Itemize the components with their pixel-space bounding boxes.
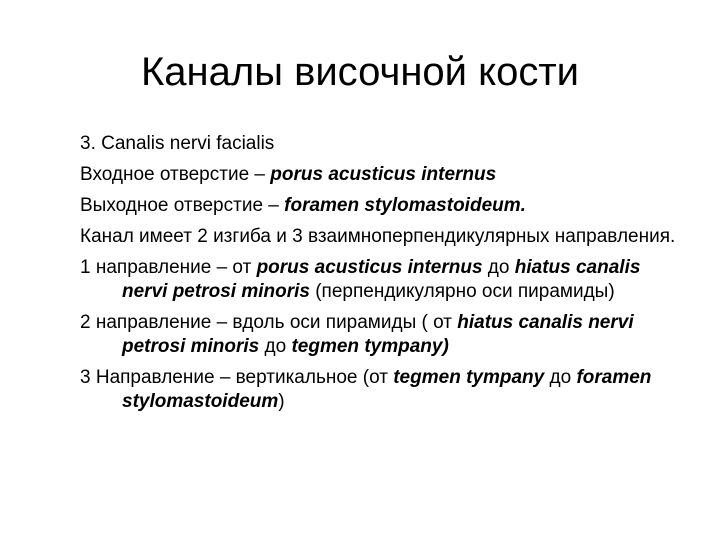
paragraph-entrance [80, 163, 690, 187]
paragraph-canal-name [80, 132, 690, 156]
text-run: до [482, 257, 515, 278]
latin-term: hiatus canalis nervi petrosi minoris [122, 312, 634, 357]
paragraph-direction-2 [80, 311, 690, 359]
text-run: 2 направление – вдоль оси пирамиды ( от [80, 312, 458, 333]
latin-term: foramen stylomastoideum. [284, 195, 526, 216]
latin-term: tegmen tympany) [291, 336, 449, 357]
paragraph-direction-3 [80, 366, 690, 414]
slide-title: Каналы височной кости [141, 50, 579, 94]
text-run: до [259, 336, 292, 357]
text-run: 1 направление – от [80, 257, 257, 278]
text-run: ) [278, 391, 285, 412]
latin-term: tegmen tympany [393, 367, 545, 388]
latin-term: hiatus canalis nervi petrosi minoris [122, 257, 641, 302]
paragraph-bends [80, 225, 690, 249]
paragraph-direction-1 [80, 256, 690, 304]
text-run: Канал имеет 2 изгиба и 3 взаимноперпендикулярных направления. [80, 226, 676, 247]
latin-term: porus acusticus internus [256, 257, 483, 278]
text-run: Выходное отверстие – [80, 195, 285, 216]
paragraph-exit [80, 194, 690, 218]
text-run: (перпендикулярно оси пирамиды) [309, 281, 615, 302]
text-run: Входное отверстие – [80, 164, 271, 185]
slide-body [80, 132, 690, 421]
text-run: до [544, 367, 577, 388]
text-run: 3. Canalis nervi facialis [80, 133, 275, 154]
text-run: 3 Направление – вертикальное (от [80, 367, 394, 388]
latin-term: porus acusticus internus [270, 164, 497, 185]
latin-term: foramen stylomastoideum [122, 367, 652, 412]
